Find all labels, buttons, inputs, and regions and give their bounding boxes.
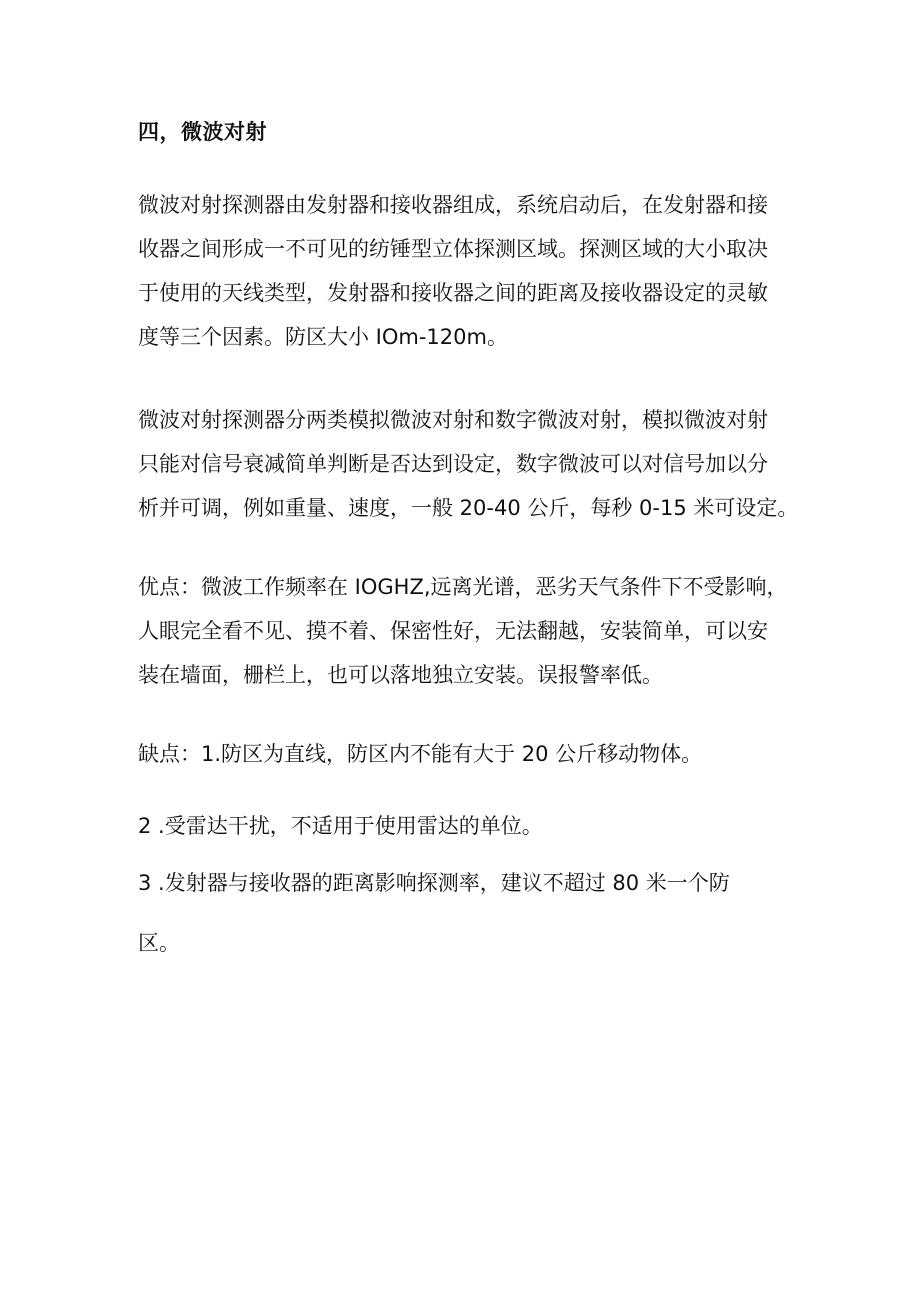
paragraph-line: 微波对射探测器分两类模拟微波对射和数字微波对射，模拟微波对射 xyxy=(138,408,768,432)
paragraph-line: 装在墙面，栅栏上，也可以落地独立安装。误报警率低。 xyxy=(138,663,663,687)
paragraph-overview xyxy=(138,183,798,359)
paragraph-line: 2 .受雷达干扰，不适用于使用雷达的单位。 xyxy=(138,814,543,838)
paragraph-line: 优点：微波工作频率在 IOGHZ,远离光谱，恶劣天气条件下不受影响， xyxy=(138,575,788,599)
section-heading: 四，微波对射 xyxy=(138,120,267,144)
paragraph-line: 微波对射探测器由发射器和接收器组成，系统启动后，在发射器和接 xyxy=(138,193,768,217)
paragraph-line: 人眼完全看不见、摸不着、保密性好，无法翻越，安装简单，可以安 xyxy=(138,619,768,643)
paragraph-disadvantage-3 xyxy=(138,853,798,973)
paragraph-line: 度等三个因素。防区大小 IOm-120m。 xyxy=(138,325,508,349)
paragraph-disadvantage-2 xyxy=(138,804,798,848)
paragraph-disadvantages xyxy=(138,732,798,776)
paragraph-line: 区。 xyxy=(138,931,180,955)
paragraph-line: 3 .发射器与接收器的距离影响探测率，建议不超过 80 米一个防 xyxy=(138,871,730,895)
paragraph-line: 缺点：1.防区为直线，防区内不能有大于 20 公斤移动物体。 xyxy=(138,742,703,766)
paragraph-line: 于使用的天线类型，发射器和接收器之间的距离及接收器设定的灵敏 xyxy=(138,281,768,305)
paragraph-advantages xyxy=(138,565,798,697)
paragraph-line: 收器之间形成一不可见的纺锤型立体探测区域。探测区域的大小取决 xyxy=(138,237,768,261)
paragraph-line: 析并可调，例如重量、速度，一般 20-40 公斤，每秒 0-15 米可设定。 xyxy=(138,496,799,520)
paragraph-line: 只能对信号衰减简单判断是否达到设定，数字微波可以对信号加以分 xyxy=(138,452,768,476)
paragraph-types xyxy=(138,398,798,530)
